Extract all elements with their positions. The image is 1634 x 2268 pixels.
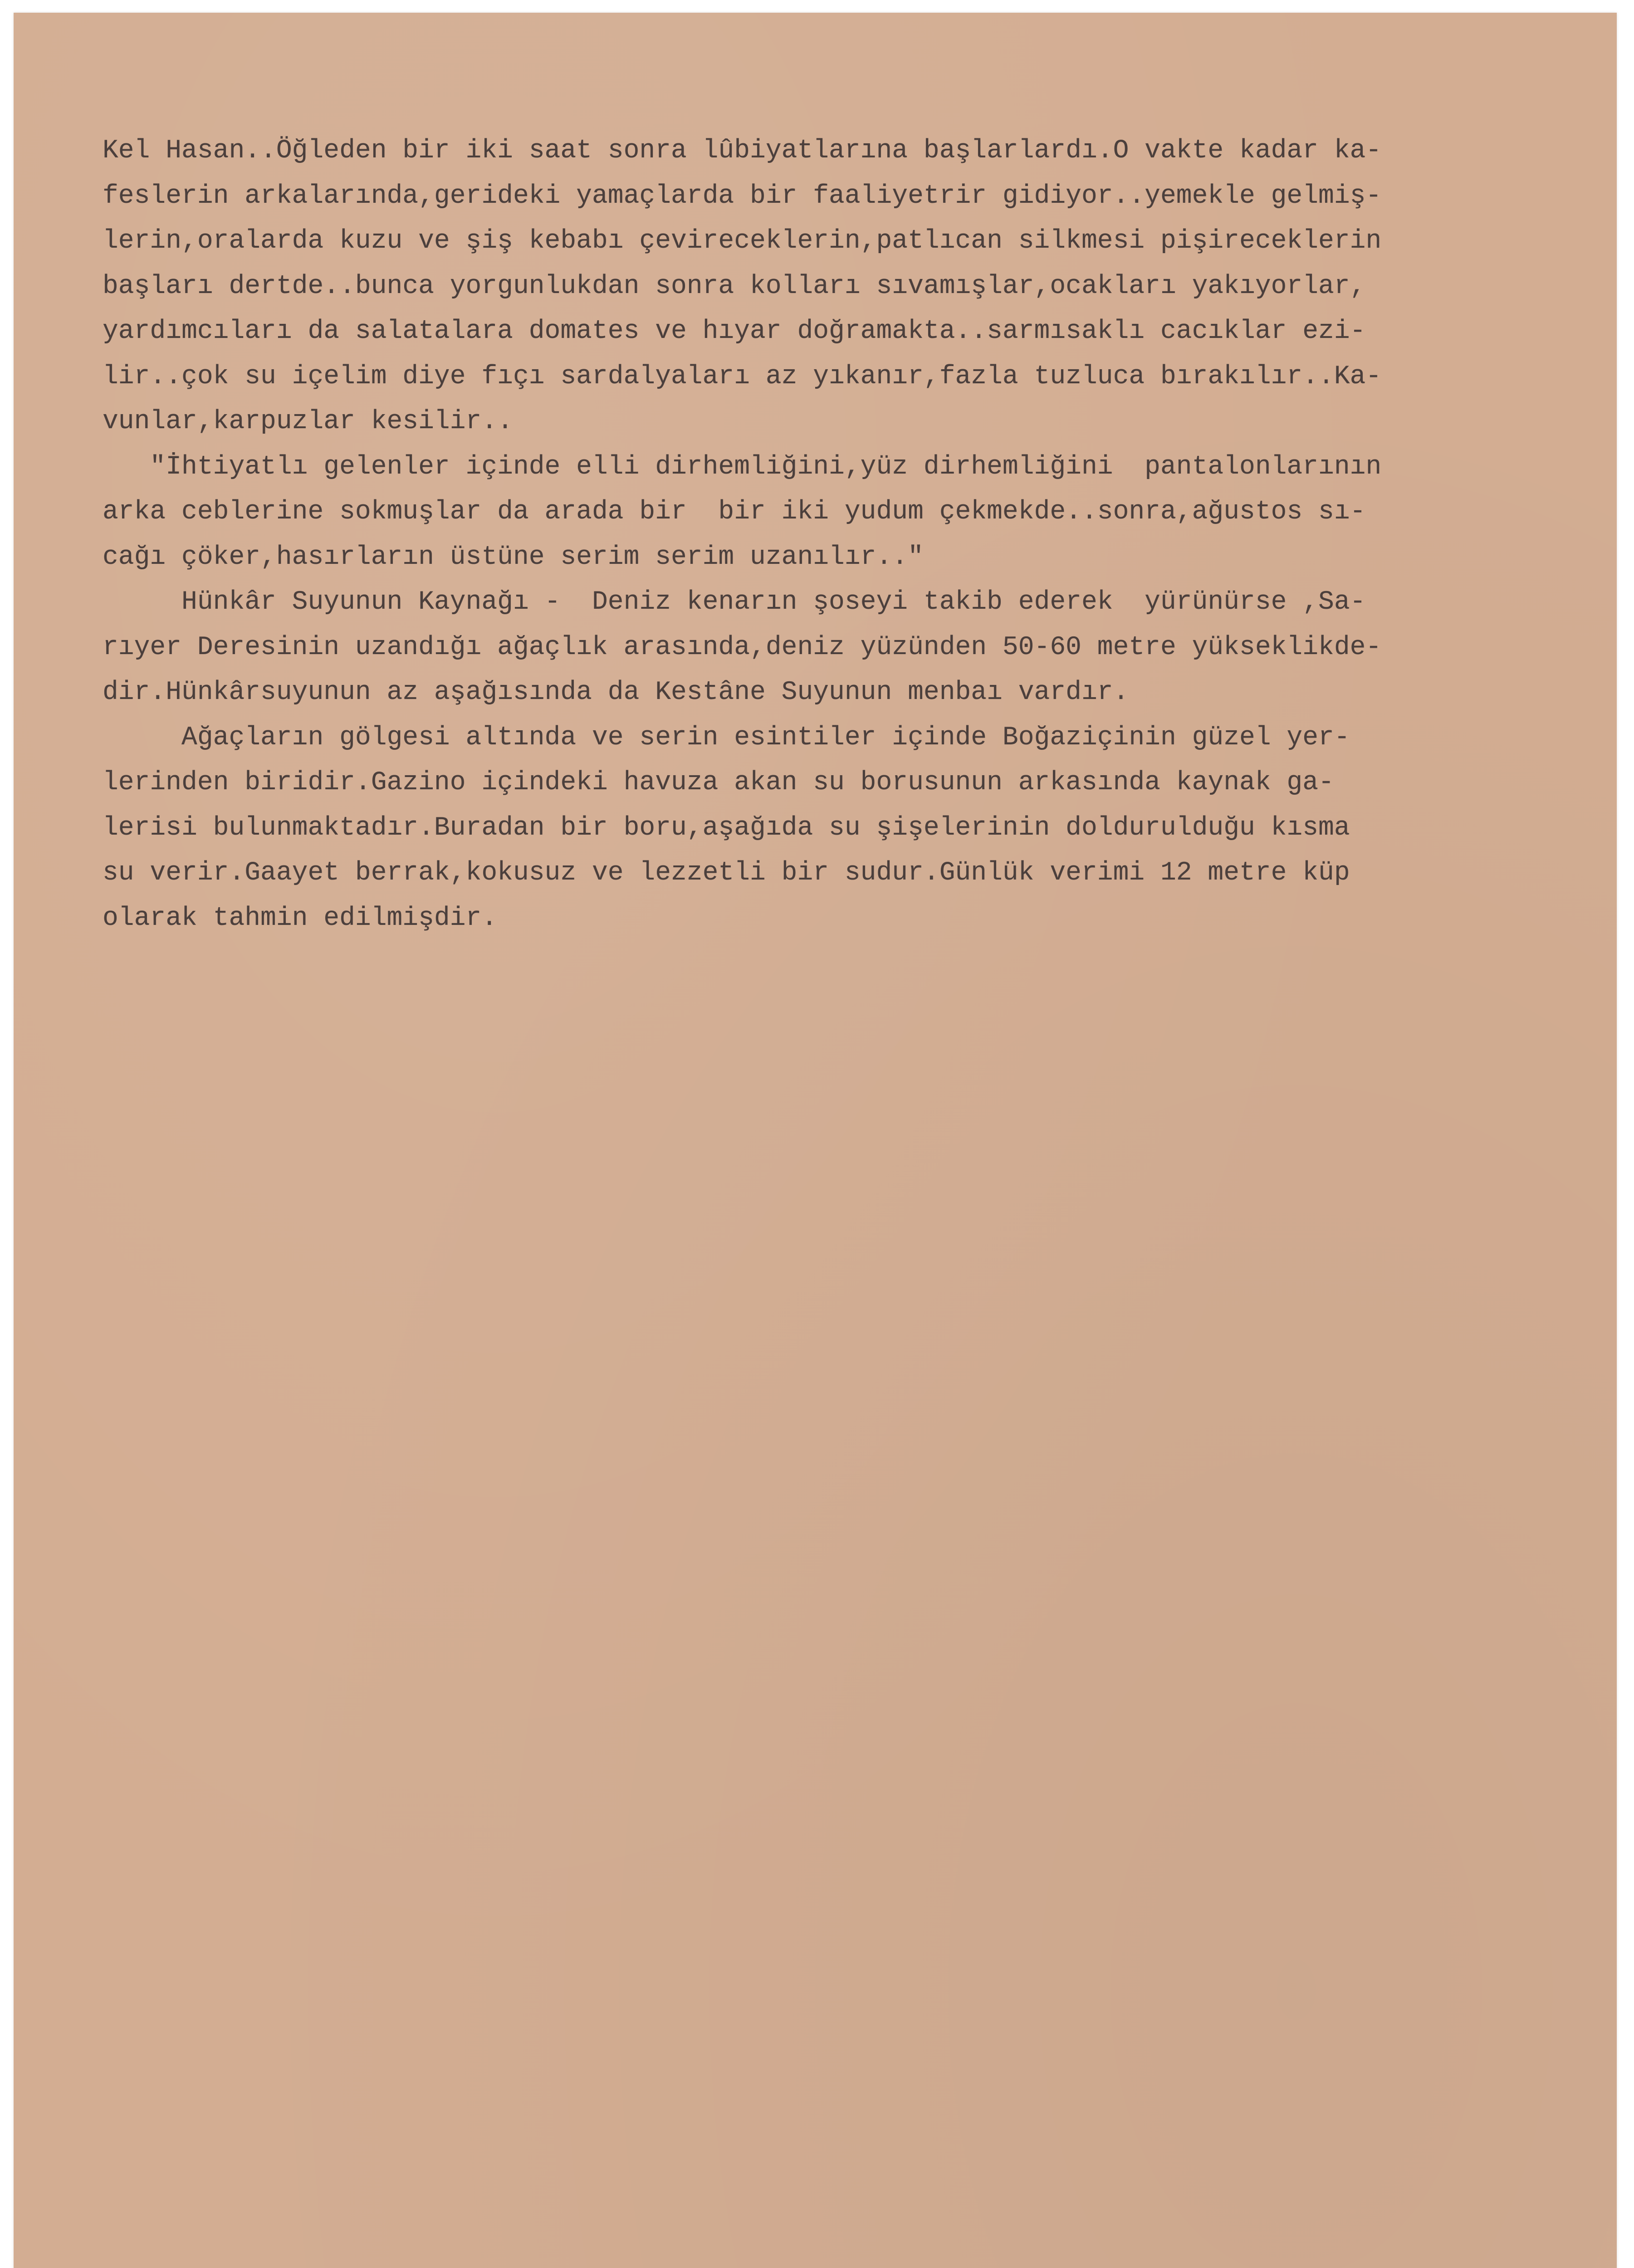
text-line-6: lir..çok su içelim diye fıçı sardalyaları az yıkanır,fazla tuzluca bırakılır..Ka-	[103, 362, 1382, 391]
text-line-2: feslerin arkalarında,gerideki yamaçlarda bir faaliyetrir gidiyor..yemekle gelmiş-	[103, 181, 1382, 211]
text-line-13: dir.Hünkârsuyunun az aşağısında da Kestâne Suyunun menbaı vardır.	[103, 678, 1129, 707]
text-line-15: lerinden biridir.Gazino içindeki havuza akan su borusunun arkasında kaynak ga-	[103, 768, 1334, 797]
page-body-text	[103, 128, 1609, 941]
text-line-8: "İhtiyatlı gelenler içinde elli dirhemliğini,yüz dirhemliğini pantalonlarının	[103, 452, 1382, 482]
text-line-18: olarak tahmin edilmişdir.	[103, 903, 498, 933]
text-line-1: Kel Hasan..Öğleden bir iki saat sonra lûbiyatlarına başlarlardı.O vakte kadar ka-	[103, 136, 1382, 166]
text-line-9: arka ceblerine sokmuşlar da arada bir bir iki yudum çekmekde..sonra,ağustos sı-	[103, 497, 1366, 527]
text-line-16: lerisi bulunmaktadır.Buradan bir boru,aşağıda su şişelerinin doldurulduğu kısma	[103, 813, 1350, 843]
text-line-12: rıyer Deresinin uzandığı ağaçlık arasında,deniz yüzünden 50-60 metre yükseklikde-	[103, 632, 1382, 662]
text-line-7: vunlar,karpuzlar kesilir..	[103, 407, 513, 436]
text-line-11: Hünkâr Suyunun Kaynağı - Deniz kenarın şoseyi takib ederek yürünürse ,Sa-	[103, 587, 1366, 617]
text-line-17: su verir.Gaayet berrak,kokusuz ve lezzetli bir sudur.Günlük verimi 12 metre küp	[103, 858, 1350, 888]
text-line-3: lerin,oralarda kuzu ve şiş kebabı çevireceklerin,patlıcan silkmesi pişireceklerin	[103, 226, 1382, 256]
text-line-14: Ağaçların gölgesi altında ve serin esintiler içinde Boğaziçinin güzel yer-	[103, 723, 1350, 753]
text-line-4: başları dertde..bunca yorgunlukdan sonra kolları sıvamışlar,ocakları yakıyorlar,	[103, 271, 1366, 301]
text-line-10: cağı çöker,hasırların üstüne serim serim uzanılır.."	[103, 542, 924, 572]
typewritten-page	[14, 13, 1617, 2268]
text-line-5: yardımcıları da salatalara domates ve hıyar doğramakta..sarmısaklı cacıklar ezi-	[103, 317, 1366, 346]
